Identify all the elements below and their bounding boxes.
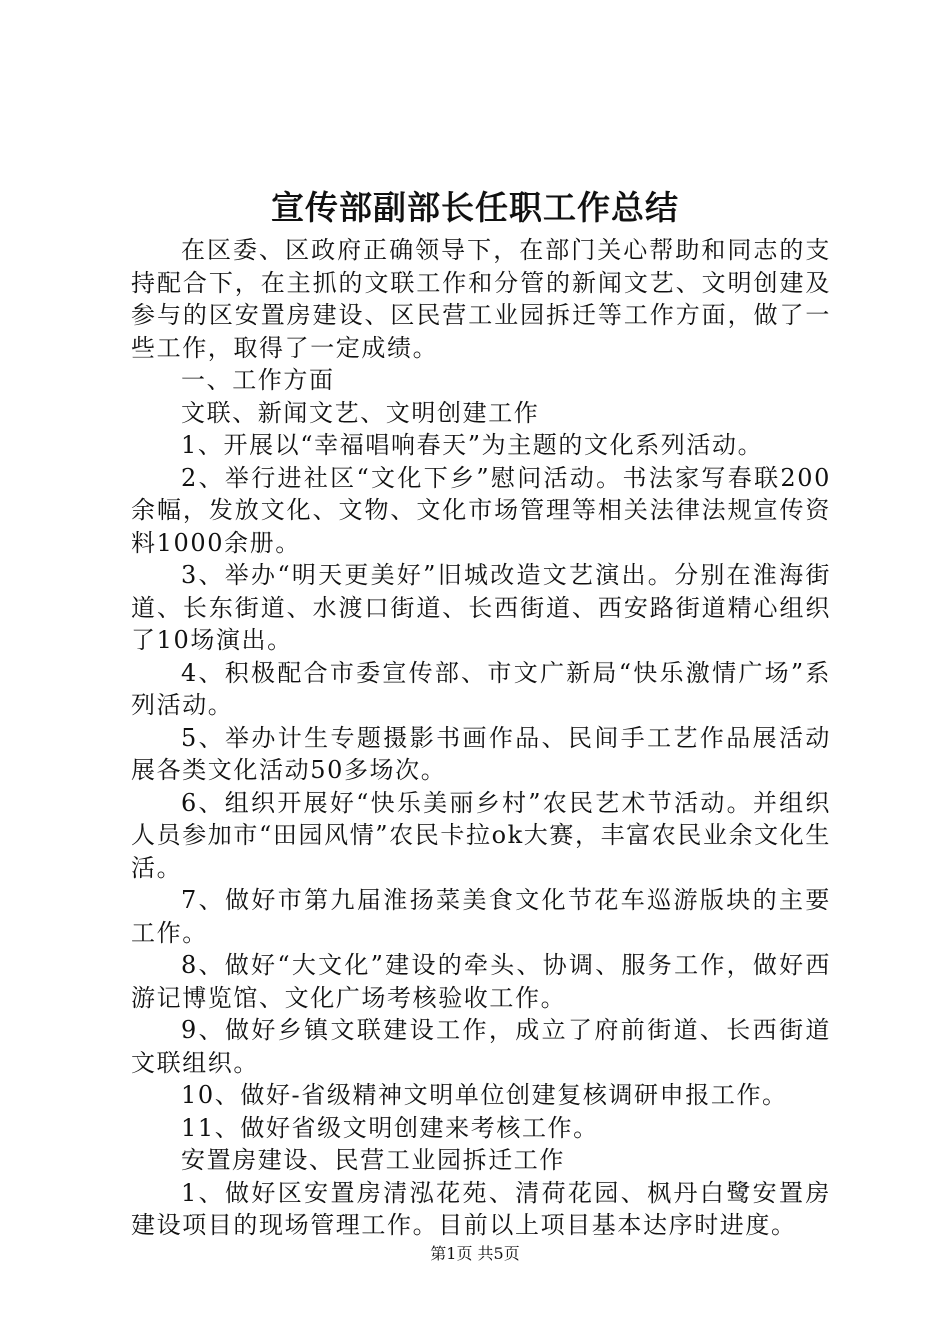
list-item: 9、做好乡镇文联建设工作，成立了府前街道、长西街道文联组织。 (131, 1016, 831, 1077)
document-body (131, 234, 831, 1242)
document-title: 宣传部副部长任职工作总结 (271, 188, 679, 227)
subsection-heading: 安置房建设、民营工业园拆迁工作 (181, 1146, 565, 1174)
list-item: 4、积极配合市委宣传部、市文广新局“快乐激情广场”系列活动。 (131, 658, 831, 719)
list-item: 5、举办计生专题摄影书画作品、民间手工艺作品展活动展各类文化活动50多场次。 (131, 723, 831, 784)
list-item: 2、举行进社区“文化下乡”慰问活动。书法家写春联200余幅，发放文化、文物、文化市场管理等相关法律法规宣传资料1000余册。 (131, 463, 831, 557)
list-item: 8、做好“大文化”建设的牵头、协调、服务工作，做好西游记博览馆、文化广场考核验收工作。 (131, 951, 831, 1012)
subsection-heading: 文联、新闻文艺、文明创建工作 (181, 398, 540, 427)
section-heading: 一、工作方面 (181, 366, 335, 394)
paragraph-intro: 在区委、区政府正确领导下，在部门关心帮助和同志的支持配合下，在主抓的文联工作和分管的新闻文艺、文明创建及参与的区安置房建设、区民营工业园拆迁等工作方面，做了一些工作，取得了一定成绩。 (131, 236, 831, 362)
list-item: 7、做好市第九届淮扬菜美食文化节花车巡游版块的主要工作。 (131, 886, 831, 947)
list-item: 1、做好区安置房清泓花苑、清荷花园、枫丹白鹭安置房建设项目的现场管理工作。目前以上项目基本达序时进度。 (131, 1178, 831, 1239)
list-item: 10、做好-省级精神文明单位创建复核调研申报工作。 (181, 1081, 788, 1109)
list-item: 6、组织开展好“快乐美丽乡村”农民艺术节活动。并组织人员参加市“田园风情”农民卡拉ok大赛，丰富农民业余文化生活。 (131, 788, 831, 882)
list-item: 3、举办“明天更美好”旧城改造文艺演出。分别在淮海街道、长东街道、水渡口街道、长西街道、西安路街道精心组织了10场演出。 (131, 561, 831, 654)
page-footer: 第1页 共5页 (430, 1244, 520, 1263)
list-item: 11、做好省级文明创建来考核工作。 (181, 1113, 599, 1142)
list-item: 1、开展以“幸福唱响春天”为主题的文化系列活动。 (181, 431, 764, 459)
